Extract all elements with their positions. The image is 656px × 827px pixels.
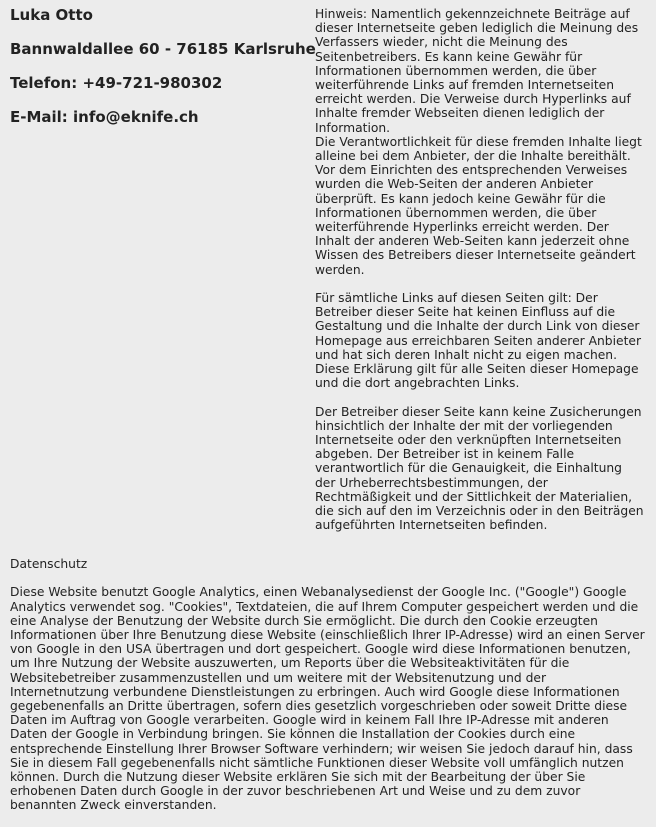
contact-block (10, 6, 316, 142)
disclaimer-paragraph: Für sämtliche Links auf diesen Seiten gilt: Der Betreiber dieser Seite hat keinen Einfluss auf die Gestaltung und die Inhalte der durch Link von dieser Homepage aus erreichbaren Seiten anderer Anbieter und hat sich deren Inhalt nicht zu eigen machen. Diese Erklärung gilt für alle Seiten dieser Homepage und die dort angebrachten Links. (315, 291, 642, 391)
privacy-text: Diese Website benutzt Google Analytics, einen Webanalysedienst der Google Inc. ("Google") Google Analytics verwendet sog. "Cookies", Textdateien, die auf Ihrem Computer gespeichert werden und die eine Analyse der Benutzung der Website durch Sie ermöglicht. Die durch den Cookie erzeugten Informationen über Ihre Benutzung diese Website (einschließlich Ihrer IP-Adresse) wird an einen Server von Google in den USA übertragen und dort gespeichert. Google wird diese Informationen benutzen, um Ihre Nutzung der Website auszuwerten, um Reports über die Websiteaktivitäten für die Websitebetreiber zusammenzustellen und um weitere mit der Websitenutzung und der Internetnutzung verbundene Dienstleistungen zu erbringen. Auch wird Google diese Informationen gegebenenfalls an Dritte übertragen, sofern dies gesetzlich vorgeschrieben oder soweit Dritte diese Daten im Auftrag von Google verarbeiten. Google wird in keinem Fall Ihre IP-Adresse mit anderen Daten der Google in Verbindung bringen. Sie können die Installation der Cookies durch eine entsprechende Einstellung Ihrer Browser Software verhindern; wir weisen Sie jedoch darauf hin, dass Sie in diesem Fall gegebenenfalls nicht sämtliche Funktionen dieser Website voll umfänglich nutzen können. Durch die Nutzung dieser Website erklären Sie sich mit der Bearbeitung der über Sie erhobenen Daten durch Google in der zuvor beschriebenen Art und Weise und zu dem zuvor benannten Zweck einverstanden. (10, 585, 645, 813)
contact-phone: Telefon: +49-721-980302 (10, 74, 223, 92)
privacy-heading: Datenschutz (10, 557, 88, 571)
disclaimer-block (315, 7, 645, 547)
contact-address: Bannwaldallee 60 - 76185 Karlsruhe (10, 40, 316, 58)
disclaimer-paragraph: Hinweis: Namentlich gekennzeichnete Beiträge auf dieser Internetseite geben lediglich die Meinung des Verfassers wieder, nicht die Meinung des Seitenbetreibers. Es kann keine Gewähr für Informationen übernommen werden, die über weiterführende Links auf fremden Internetseiten erreicht werden. Die Verweise durch Hyperlinks auf Inhalte fremder Webseiten dienen lediglich der Information. Die Verantwortlichkeit für diese fremden Inhalte liegt alleine bei dem Anbieter, der die Inhalte bereithält. Vor dem Einrichten des entsprechenden Verweises wurden die Web-Seiten der anderen Anbieter überprüft. Es kann jedoch keine Gewähr für die Informationen übernommen werden, die über weiterführende Hyperlinks erreicht werden. Der Inhalt der anderen Web-Seiten kann jederzeit ohne Wissen des Betreibers dieser Internetseite geändert werden. (315, 7, 642, 277)
contact-name: Luka Otto (10, 6, 93, 24)
contact-email: E-Mail: info@eknife.ch (10, 108, 199, 126)
disclaimer-paragraph: Der Betreiber dieser Seite kann keine Zusicherungen hinsichtlich der Inhalte der mit der vorliegenden Internetseite oder den verknüpften Internetseiten abgeben. Der Betreiber ist in keinem Falle verantwortlich für die Genauigkeit, die Einhaltung der Urheberrechtsbestimmungen, der Rechtmäßigkeit und der Sittlichkeit der Materialien, die sich auf den im Verzeichnis oder in den Beiträgen aufgeführten Internetseiten befinden. (315, 404, 644, 533)
privacy-section (10, 557, 648, 813)
